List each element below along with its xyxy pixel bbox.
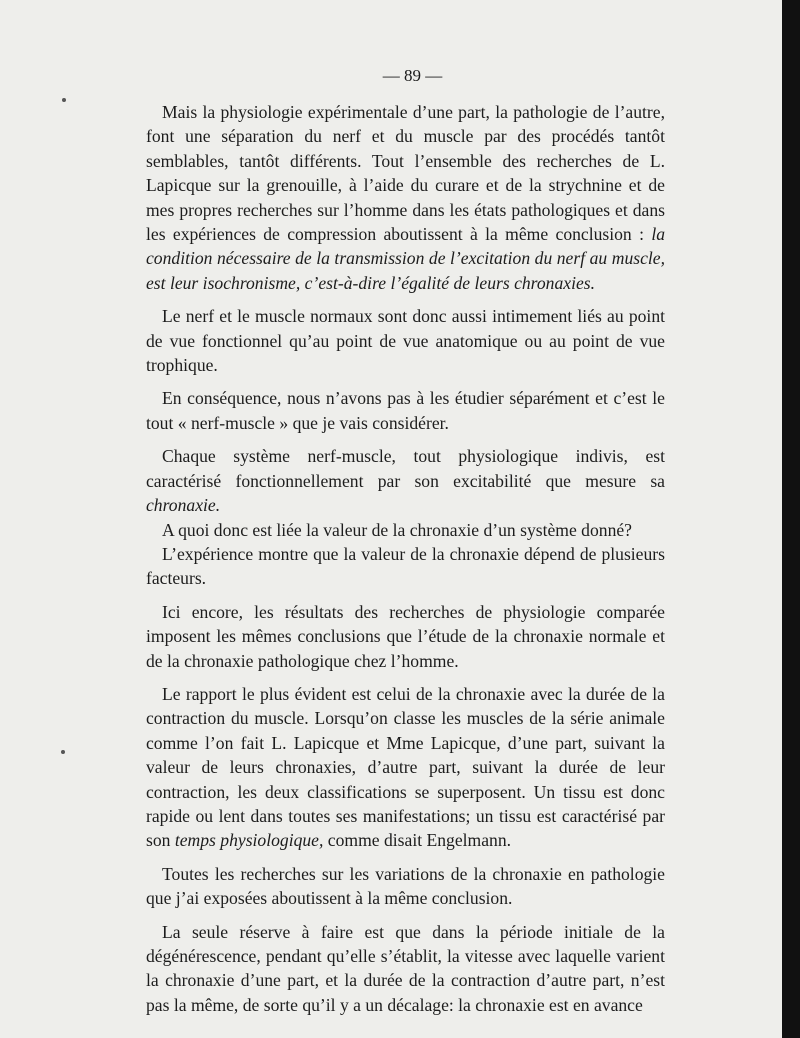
paragraph-10: La seule réserve à faire est que dans la période initiale de la dégénérescence, pendant qu’elle s’établit, la vitesse avec laquelle varient la chronaxie d’une part, et la durée de la contraction d’autre part, n’est pas la même, de sorte qu’il y a un décalage: la chronaxie est en avance <box>146 921 665 1015</box>
ink-speck <box>61 750 65 754</box>
paragraph-7: Ici encore, les résultats des recherches de physiologie comparée imposent les mêmes conclusions que l’étude de la chronaxie normale et de la chronaxie pathologique chez l’homme. <box>146 601 665 671</box>
paragraph-2: Le nerf et le muscle normaux sont donc aussi intimement liés au point de vue fonctionnel qu’au point de vue anatomique ou au point de vue trophique. <box>146 306 665 376</box>
scan-dark-edge <box>782 0 800 1038</box>
paragraph-4: Chaque système nerf-muscle, tout physiologique indivis, est caractérisé fonctionnellement par son excitabilité que mesure sa chronaxie. <box>146 446 665 516</box>
paragraph-1: Mais la physiologie expérimentale d’une part, la pathologie de l’autre, font une séparation du nerf et du muscle par des procédés tantôt semblables, tantôt différents. Tout l’ensemble des recherches de L. Lapicque sur la grenouille, à l’aide du curare et de la strychnine et de mes propres recherches sur l’homme dans les états pathologiques et dans les expériences de compression aboutissent à la même conclusion : la condition nécessaire de la transmission de l’excitation du nerf au muscle, est leur isochronisme, c’est-à-dire l’égalité de leurs chronaxies. <box>146 102 665 293</box>
paragraph-5: A quoi donc est liée la valeur de la chronaxie d’un système donné? <box>162 519 632 540</box>
page-number: — 89 — <box>382 66 443 85</box>
paragraph-3: En conséquence, nous n’avons pas à les étudier séparément et c’est le tout « nerf-muscle » que je vais considérer. <box>146 388 665 433</box>
paragraph-9: Toutes les recherches sur les variations de la chronaxie en pathologie que j’ai exposées aboutissent à la même conclusion. <box>146 863 665 909</box>
ink-speck <box>62 98 66 102</box>
body-text <box>146 100 665 1017</box>
paragraph-8: Le rapport le plus évident est celui de la chronaxie avec la durée de la contraction du muscle. Lorsqu’on classe les muscles de la série animale comme l’on fait L. Lapicque et Mme Lapicque, d’une part, suivant la valeur de leurs chronaxies, d’autre part, suivant la durée de leur contraction, les deux classifications se superposent. Un tissu est donc rapide ou lent dans toutes ses manifestations; un tissu est caractérisé par son temps physiologique, comme disait Engelmann. <box>146 683 665 851</box>
paragraph-6: L’expérience montre que la valeur de la chronaxie dépend de plusieurs facteurs. <box>146 543 665 589</box>
